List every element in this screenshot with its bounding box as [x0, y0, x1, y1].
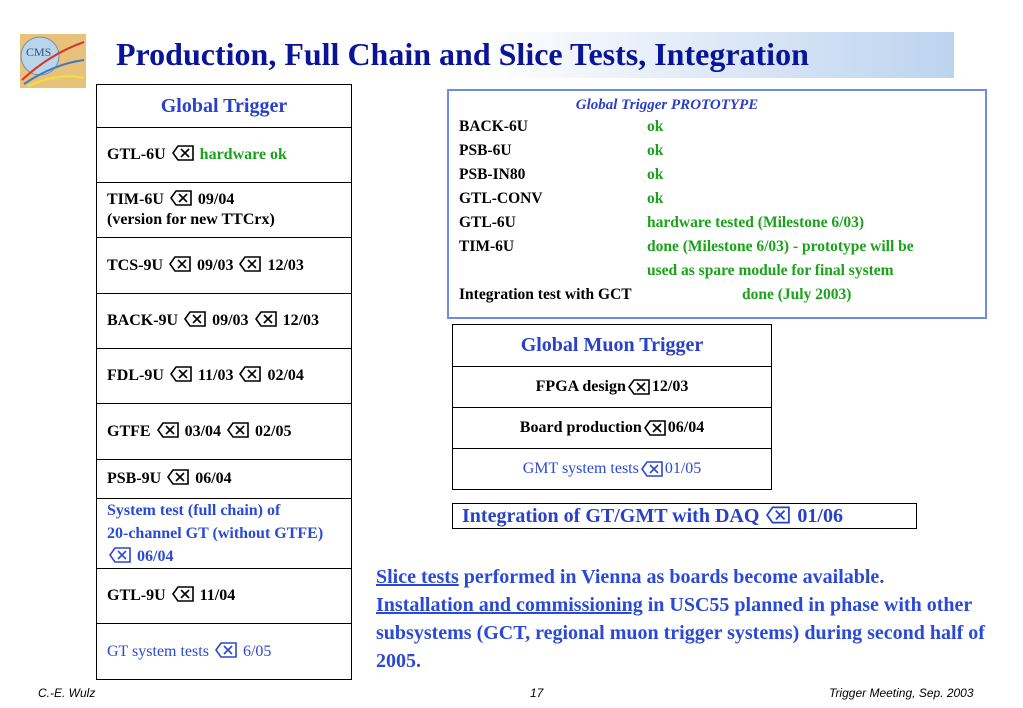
milestone-icon: [644, 420, 666, 436]
milestone-icon: [172, 145, 194, 161]
svg-text:CMS: CMS: [26, 45, 52, 59]
milestone-icon: [167, 469, 189, 485]
gt-row-gtfe: GTFE 03/04 02/05: [97, 403, 351, 459]
prototype-box: [447, 89, 987, 319]
milestone-icon: [170, 190, 192, 206]
gt-row-fdl9u: FDL-9U 11/03 02/04: [97, 348, 351, 403]
milestone-icon: [239, 256, 261, 272]
milestone-icon: [157, 422, 179, 438]
gt-row-system-test: System test (full chain) of 20-channel GT (without GTFE) 06/04: [97, 498, 351, 568]
prototype-row: GTL-CONV ok: [459, 190, 664, 207]
gt-row-gtl6u: GTL-6U hardware ok: [97, 127, 351, 182]
milestone-icon: [109, 547, 131, 563]
milestone-icon: [169, 256, 191, 272]
prototype-row: PSB-IN80 ok: [459, 166, 664, 183]
footer-event: Trigger Meeting, Sep. 2003: [829, 686, 974, 700]
milestone-icon: [172, 586, 194, 602]
milestone-icon: [227, 422, 249, 438]
milestone-icon: [766, 506, 790, 524]
slice-tests-paragraph: Slice tests performed in Vienna as boards become available. Installation and commissioning in USC55 planned in phase with other subsystems (GCT, regional muon trigger systems) during second half of 2005.: [376, 566, 985, 672]
milestone-icon: [184, 311, 206, 327]
milestone-icon: [641, 461, 663, 477]
page-title: Production, Full Chain and Slice Tests, Integration: [116, 36, 809, 72]
gt-row-system-tests: GT system tests 6/05: [97, 623, 351, 679]
global-trigger-table: [96, 84, 352, 680]
footer-author: C.-E. Wulz: [38, 686, 96, 700]
global-muon-trigger-table: [452, 324, 772, 490]
milestone-icon: [170, 366, 192, 382]
gmt-row-fpga: FPGA design 12/03: [453, 366, 771, 407]
milestone-icon: [215, 642, 237, 658]
prototype-title: Global Trigger PROTOTYPE: [575, 97, 759, 113]
gt-row-tim6u: TIM-6U 09/04 (version for new TTCrx): [97, 182, 351, 237]
integration-box: Integration of GT/GMT with DAQ 01/06: [452, 503, 917, 529]
prototype-row: GTL-6U hardware tested (Milestone 6/03): [459, 214, 865, 231]
gmt-row-board: Board production 06/04: [453, 407, 771, 448]
prototype-row: used as spare module for final system: [647, 262, 894, 279]
gmt-row-system-tests: GMT system tests 01/05: [453, 448, 771, 489]
gt-row-gtl9u: GTL-9U 11/04: [97, 568, 351, 623]
milestone-icon: [255, 311, 277, 327]
gt-row-psb9u: PSB-9U 06/04: [97, 459, 351, 498]
milestone-icon: [628, 379, 650, 395]
cms-logo: [20, 34, 86, 88]
gmt-header: Global Muon Trigger: [520, 334, 704, 356]
footer-page-number: 17: [530, 686, 544, 700]
milestone-icon: [239, 366, 261, 382]
gt-row-back9u: BACK-9U 09/03 12/03: [97, 293, 351, 348]
prototype-row: Integration test with GCT done (July 2003): [459, 286, 852, 303]
global-trigger-header: Global Trigger: [160, 95, 288, 117]
prototype-row: BACK-6U ok: [459, 118, 664, 135]
prototype-row: TIM-6U done (Milestone 6/03) - prototype will be: [459, 238, 914, 255]
gt-row-tcs9u: TCS-9U 09/03 12/03: [97, 237, 351, 293]
prototype-row: PSB-6U ok: [459, 142, 664, 159]
